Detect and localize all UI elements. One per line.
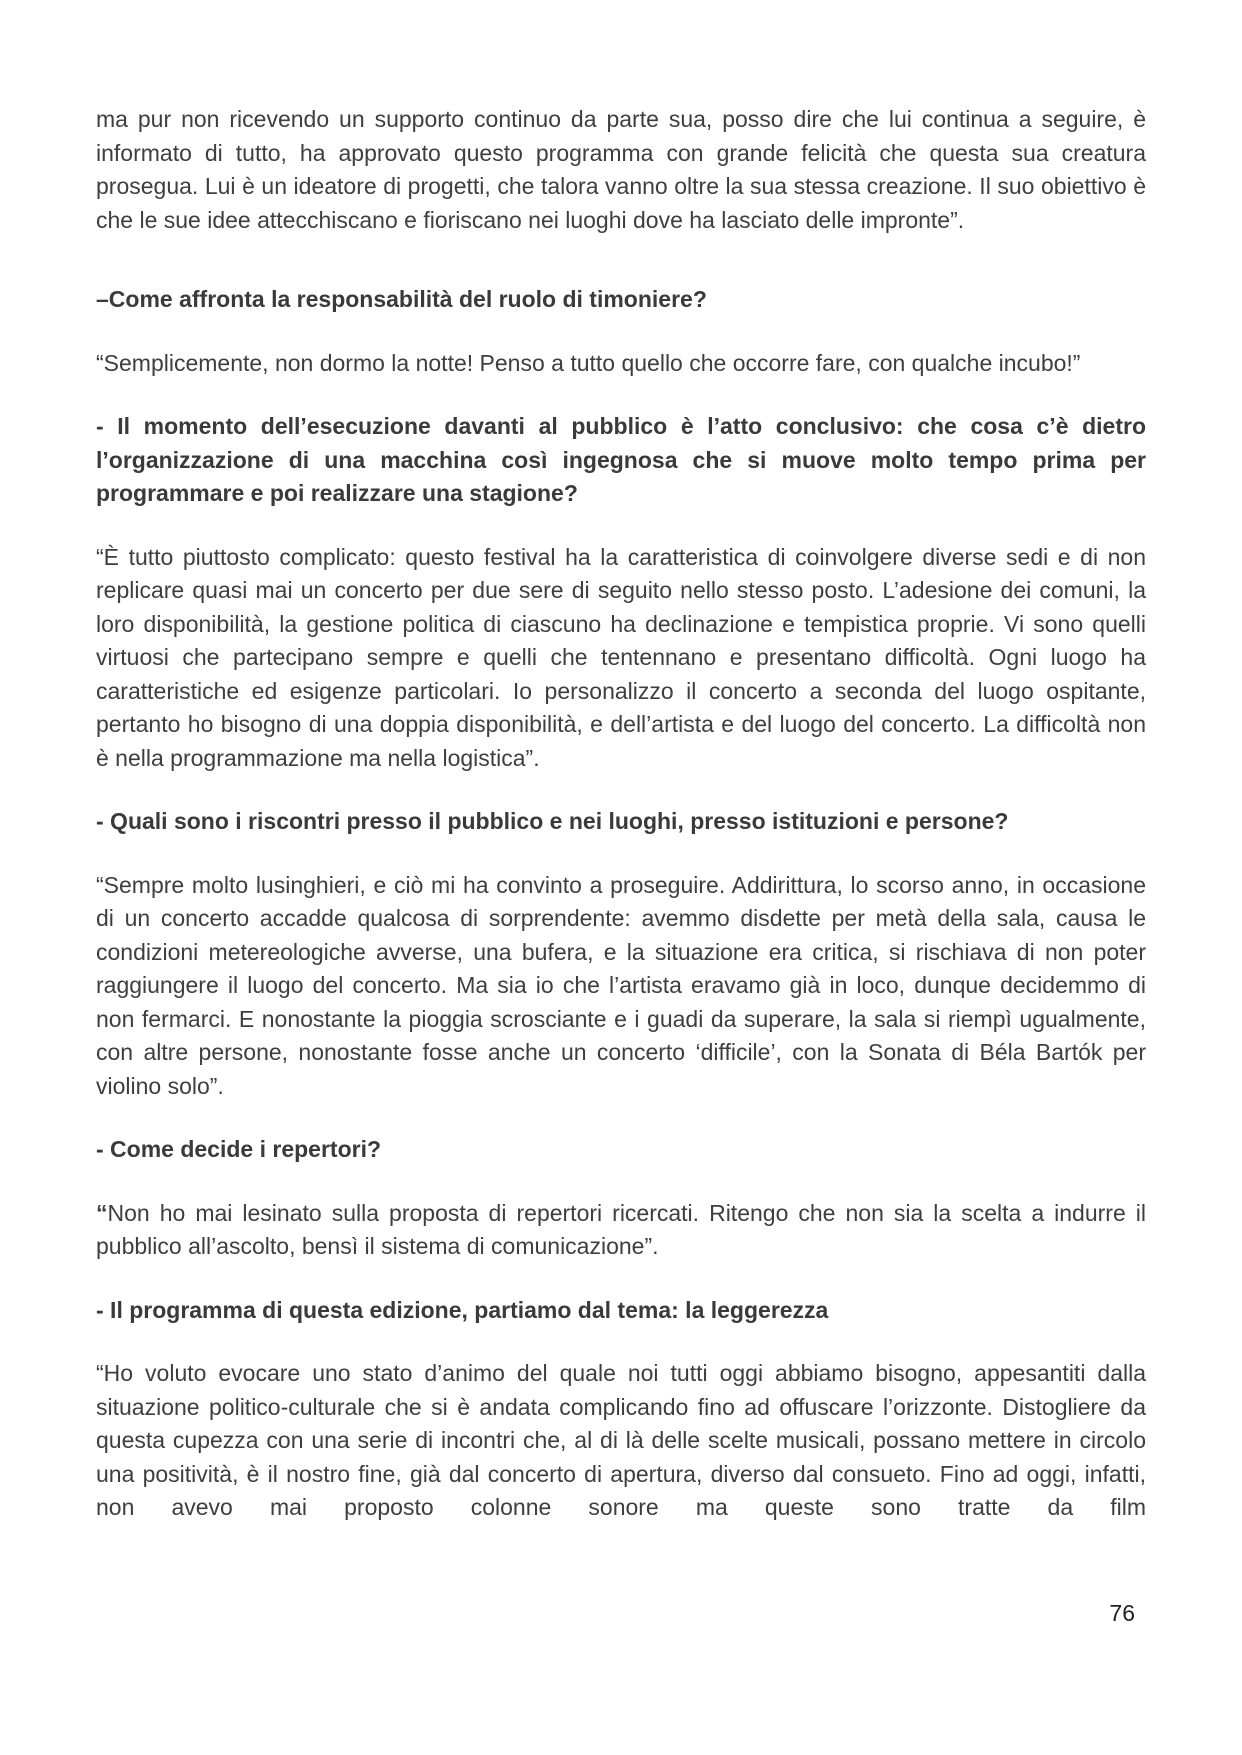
interview-question-leggerezza: - Il programma di questa edizione, partiamo dal tema: la leggerezza — [96, 1296, 829, 1323]
bold-opening-quote: “ — [96, 1199, 108, 1226]
paragraph-continuation: ma pur non ricevendo un supporto continuo da parte sua, posso dire che lui continua a seguire, è informato di tutto, ha approvato questo programma con grande felicità che questa sua creatura prosegua. Lui è un ideatore di progetti, che talora vanno oltre la sua stessa creazione. Il suo obiettivo è che le sue idee attecchiscano e fioriscano nei luoghi dove ha lasciato delle impronte”. — [96, 106, 1146, 233]
document-body — [96, 103, 1146, 1525]
page-number: 76 — [1109, 1600, 1135, 1626]
answer-paragraph: “È tutto piuttosto complicato: questo festival ha la caratteristica di coinvolgere diverse sedi e di non replicare quasi mai un concerto per due sere di seguito nello stesso posto. L’adesione dei comuni, la loro disponibilità, la gestione politica di ciascuno ha declinazione e tempistica proprie. Vi sono quelli virtuosi che partecipano sempre e quelli che tentennano e presentano difficoltà. Ogni luogo ha caratteristiche ed esigenze particolari. Io personalizzo il concerto a seconda del luogo ospitante, pertanto ho bisogno di una doppia disponibilità, e dell’artista e del luogo del concerto. La difficoltà non è nella programmazione ma nella logistica”. — [96, 543, 1146, 771]
interview-question-timoniere: –Come affronta la responsabilità del ruolo di timoniere? — [96, 286, 707, 312]
answer-paragraph-continues: “Ho voluto evocare uno stato d’animo del quale noi tutti oggi abbiamo bisogno, appesantiti dalla situazione politico-culturale che si è andata complicando fino ad offuscare l’orizzonte. Distogliere da questa cupezza con una serie di incontri che, al di là delle scelte musicali, possano mettere in circolo una positività, è il nostro fine, già dal concerto di apertura, diverso dal consueto. Fino ad oggi, infatti, non avevo mai proposto colonne sonore ma queste sono tratte da film — [96, 1360, 1146, 1520]
answer-text: Non ho mai lesinato sulla proposta di repertori ricercati. Ritengo che non sia la scelta a indurre il pubblico all’ascolto, bensì il sistema di comunicazione”. — [96, 1199, 1146, 1259]
answer-paragraph — [96, 1197, 1146, 1264]
interview-question-repertori: - Come decide i repertori? — [96, 1136, 382, 1162]
answer-paragraph: “Semplicemente, non dormo la notte! Penso a tutto quello che occorre fare, con qualche incubo!” — [96, 349, 1081, 376]
interview-question-esecuzione: - Il momento dell’esecuzione davanti al pubblico è l’atto conclusivo: che cosa c’è dietro l’organizzazione di una macchina così ingegnosa che si muove molto tempo prima per programmare e poi realizzare una stagione? — [96, 413, 1146, 506]
answer-paragraph: “Sempre molto lusinghieri, e ciò mi ha convinto a proseguire. Addirittura, lo scorso anno, in occasione di un concerto accadde qualcosa di sorprendente: avemmo disdette per metà della sala, causa le condizioni metereologiche avverse, una bufera, e la situazione era critica, si rischiava di non poter raggiungere il luogo del concerto. Ma sia io che l’artista eravamo già in loco, dunque decidemmo di non fermarci. E nonostante la pioggia scrosciante e i guadi da superare, la sala si riempì ugualmente, con altre persone, nonostante fosse anche un concerto ‘difficile’, con la Sonata di Béla Bartók per violino solo”. — [96, 871, 1146, 1099]
interview-question-riscontri: - Quali sono i riscontri presso il pubblico e nei luoghi, presso istituzioni e persone? — [96, 808, 1009, 834]
